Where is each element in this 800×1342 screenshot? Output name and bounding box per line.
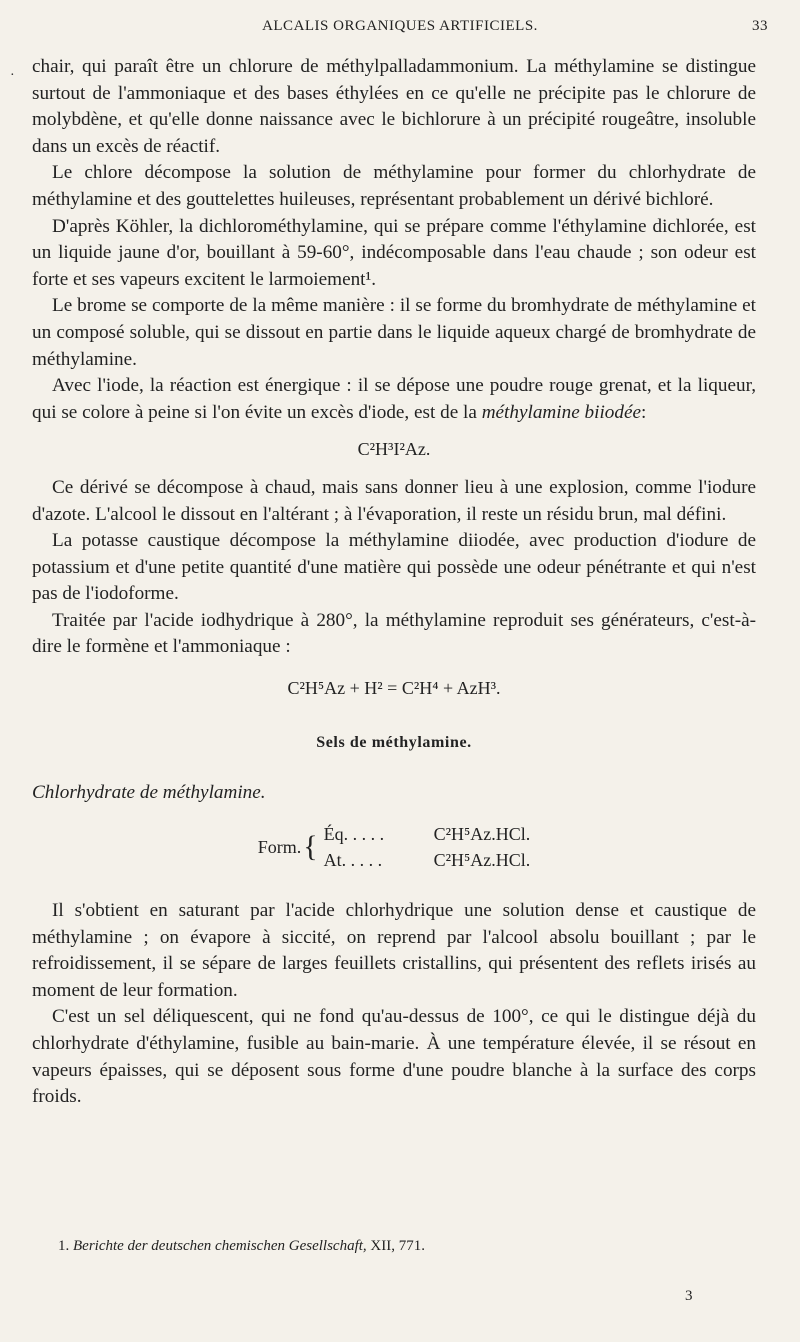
formula-table bbox=[32, 821, 756, 874]
brace: { bbox=[303, 830, 318, 864]
compound-name: méthylamine biiodée bbox=[481, 401, 641, 423]
formula-row-key: Éq. . . . . bbox=[323, 823, 385, 844]
iodide-formula: C²H³I²Az. bbox=[357, 439, 431, 460]
form-label-text: Form. bbox=[257, 837, 302, 858]
margin-dot: · bbox=[10, 68, 15, 83]
paragraph: Ce dérivé se décompose à chaud, mais sans donner lieu à une explosion, comme l'iodure d'azote. L'alcool le dissout en l'altérant ; à l'évaporation, il reste un résidu brun, mal défini. bbox=[32, 476, 756, 525]
formula-row-value: C²H⁵Az.HCl. bbox=[433, 823, 531, 844]
paragraph: Traitée par l'acide iodhydrique à 280°, la méthylamine reproduit ses générateurs, c'est-à-dire le formène et l'ammoniaque : bbox=[32, 609, 756, 658]
page-body bbox=[32, 54, 756, 1111]
footnote bbox=[58, 1238, 425, 1255]
paragraph: chair, qui paraît être un chlorure de méthylpalladammonium. La méthylamine se distingue surtout de l'ammoniaque et des bases éthylées en ce qu'elle ne précipite pas le chlorure de molybdène, et qu'elle donne naissance avec le bichlorure à un précipité rougeâtre, insoluble dans un excès de réactif. bbox=[32, 56, 756, 157]
salt-title-text: Chlorhydrate de méthylamine. bbox=[32, 782, 266, 804]
paragraph: La potasse caustique décompose la méthylamine diiodée, avec production d'iodure de potassium et d'une petite quantité d'une matière qui possède une odeur pénétrante et qui n'est pas de l'iodoforme. bbox=[32, 530, 756, 605]
section-heading: Sels de méthylamine. bbox=[316, 733, 472, 751]
colon: : bbox=[641, 401, 647, 423]
formula-rows bbox=[324, 821, 531, 874]
footnote-number: 1. bbox=[58, 1238, 70, 1254]
paragraph: C'est un sel déliquescent, qui ne fond qu'au-dessus de 100°, ce qui le distingue déjà du chlorhydrate d'éthylamine, fusible au bain-marie. À une température élevée, il se résout en vapeurs épaisses, qui se déposent sous forme d'une poudre blanche à la surface des corps froids. bbox=[32, 1006, 756, 1108]
formula-row bbox=[324, 821, 531, 848]
running-title: ALCALIS ORGANIQUES ARTIFICIELS. bbox=[262, 18, 538, 34]
formula-row-key: At. . . . . bbox=[323, 850, 383, 871]
running-header bbox=[30, 18, 770, 46]
paragraph: Il s'obtient en saturant par l'acide chlorhydrique une solution dense et caustique de méthylamine ; on évapore à siccité, on reprend par l'alcool absolu bouillant ; par le refroidissement, il se sépare de larges feuillets cristallins, qui présentent des reflets irisés au moment de leur formation. bbox=[32, 900, 756, 1001]
footnote-source: Berichte der deutschen chemischen Gesellschaft, bbox=[73, 1238, 367, 1254]
footnote-ref: XII, 771. bbox=[370, 1238, 425, 1254]
form-label bbox=[258, 821, 324, 874]
paragraph-iodine bbox=[32, 373, 756, 426]
paragraph-text: Avec l'iode, la réaction est énergique : il se dépose une poudre rouge grenat, et la liqueur, qui se colore à peine si l'on évite un excès d'iode, est de la bbox=[32, 375, 756, 423]
page-number: 33 bbox=[752, 18, 768, 34]
formula-row bbox=[324, 847, 531, 874]
paragraph: Le brome se comporte de la même manière : il se forme du bromhydrate de méthylamine et un composé soluble, qui se dissout en partie dans le liquide aqueux chargé de bromhydrate de méthylamine. bbox=[32, 295, 756, 370]
salt-title bbox=[32, 780, 756, 807]
paragraph: D'après Köhler, la dichlorométhylamine, qui se prépare comme l'éthylamine dichlorée, est un liquide jaune d'or, bouillant à 59-60°, indécomposable dans l'eau chaude ; son odeur est forte et ses vapeurs excitent le larmoiement¹. bbox=[32, 215, 756, 290]
formula-row-value: C²H⁵Az.HCl. bbox=[433, 850, 531, 871]
paragraph: Le chlore décompose la solution de méthylamine pour former du chlorhydrate de méthylamine et des gouttelettes huileuses, représentant probablement un dérivé bichloré. bbox=[32, 162, 756, 210]
signature-mark: 3 bbox=[685, 1288, 693, 1304]
reaction-equation: C²H⁵Az + H² = C²H⁴ + AzH³. bbox=[287, 678, 501, 699]
